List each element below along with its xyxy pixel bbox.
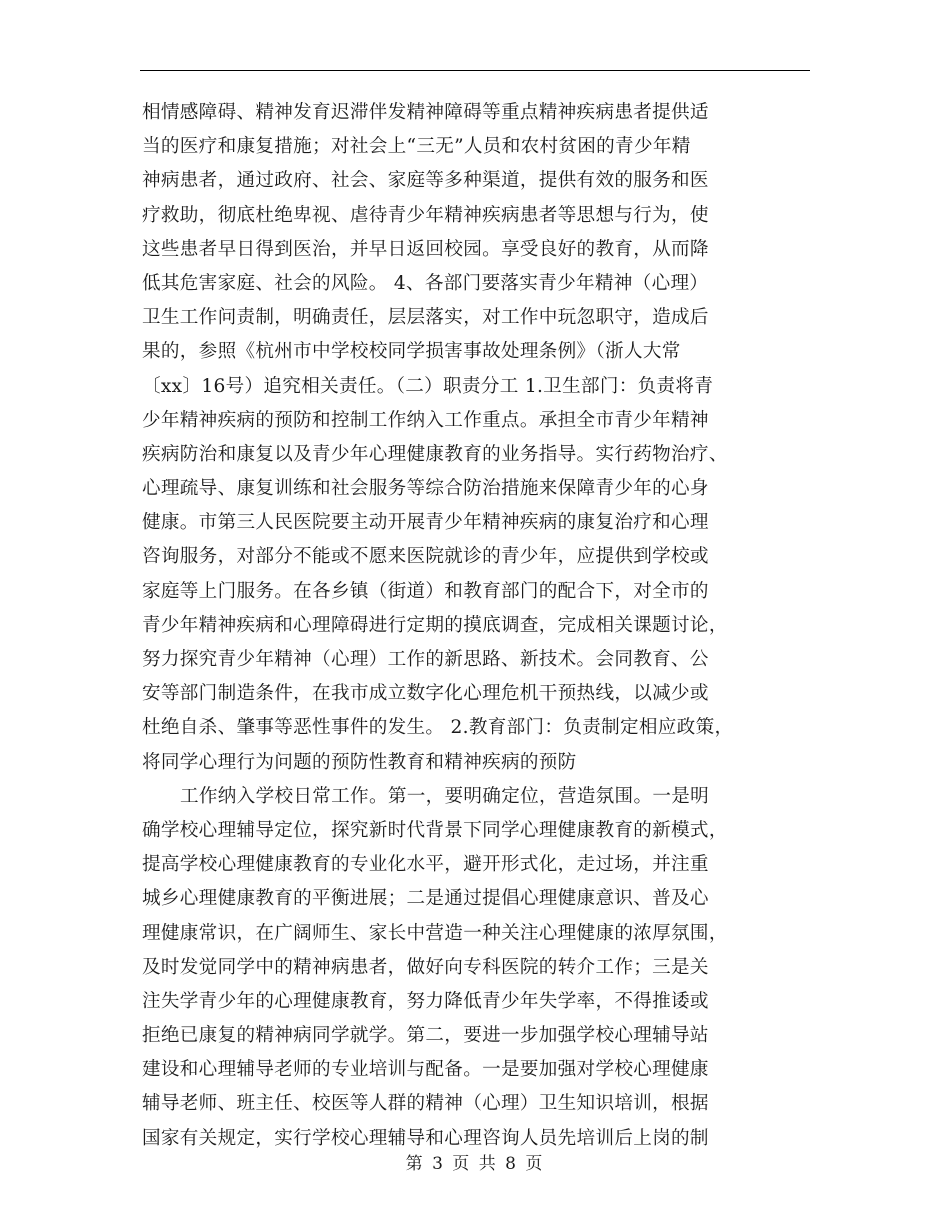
text-line: 少年精神疾病的预防和控制工作纳入工作重点。承担全市青少年精神 [142,409,709,431]
text-line: 努力探究青少年精神（心理）工作的新思路、新技术。会同教育、公 [142,649,709,670]
text-line: 当的医疗和康复措施；对社会上“三无”人员和农村贫困的青少年精 [142,136,691,158]
text-line: 辅导老师、班主任、校医等人群的精神（心理）卫生知识培训，根据 [142,1093,709,1115]
text-line: 提高学校心理健康教育的专业化水平，避开形式化，走过场，并注重 [142,854,709,876]
text-line: 卫生工作问责制，明确责任，层层落实，对工作中玩忽职守，造成后 [142,307,709,329]
text-line: 确学校心理辅导定位，探究新时代背景下同学心理健康教育的新模式， [142,819,728,841]
text-line: 家庭等上门服务。在各乡镇（街道）和教育部门的配合下，对全市的 [142,580,709,602]
text-line: 安等部门制造条件，在我市成立数字化心理危机干预热线，以减少或 [142,683,709,705]
page-number-footer: 第 3 页 共 8 页 [405,1154,545,1174]
text-line: 果的，参照《杭州市中学校校同学损害事故处理条例》（浙人大常 [142,341,681,363]
text-line: 拒绝已康复的精神病同学就学。第二，要进一步加强学校心理辅导站 [142,1025,709,1047]
body-text [142,96,810,1156]
text-line: 健康。市第三人民医院要主动开展青少年精神疾病的康复治疗和心理 [142,512,709,534]
paragraph-start-line: 工作纳入学校日常工作。第一，要明确定位，营造氛围。一是明 [180,785,710,807]
text-line: 注失学青少年的心理健康教育，努力降低青少年失学率，不得推诿或 [142,990,709,1012]
text-line: 国家有关规定，实行学校心理辅导和心理咨询人员先培训后上岗的制 [142,1127,709,1149]
text-line: 青少年精神疾病和心理障碍进行定期的摸底调查，完成相关课题讨论， [142,614,728,636]
text-line: 理健康常识，在广阔师生、家长中营造一种关注心理健康的浓厚氛围， [142,922,728,944]
text-line: 将同学心理行为问题的预防性教育和精神疾病的预防 [142,751,577,773]
text-line: 心理疏导、康复训练和社会服务等综合防治措施来保障青少年的心身 [142,478,709,500]
text-line: 杜绝自杀、肇事等恶性事件的发生。 2.教育部门：负责制定相应政策， [142,717,734,739]
text-line: 城乡心理健康教育的平衡进展；二是通过提倡心理健康意识、普及心 [142,888,709,910]
text-line: 这些患者早日得到医治，并早日返回校园。享受良好的教育，从而降 [142,238,709,260]
text-line: 神病患者，通过政府、社会、家庭等多种渠道，提供有效的服务和医 [142,170,709,192]
text-line: 建设和心理辅导老师的专业培训与配备。一是要加强对学校心理健康 [142,1059,709,1081]
header-rule [140,70,810,71]
text-line: 及时发觉同学中的精神病患者，做好向专科医院的转介工作；三是关 [142,956,709,978]
text-line: 低其危害家庭、社会的风险。 4、各部门要落实青少年精神（心理） [142,272,709,294]
text-line: 疗救助，彻底杜绝卑视、虐待青少年精神疾病患者等思想与行为，使 [142,204,709,226]
text-line: 〔xx〕16号）追究相关责任。（二）职责分工 1.卫生部门：负责将青 [142,375,714,397]
text-line: 疾病防治和康复以及青少年心理健康教育的业务指导。实行药物治疗、 [142,443,728,465]
text-line: 咨询服务，对部分不能或不愿来医院就诊的青少年，应提供到学校或 [142,546,709,568]
text-line: 相情感障碍、精神发育迟滞伴发精神障碍等重点精神疾病患者提供适 [142,102,709,123]
